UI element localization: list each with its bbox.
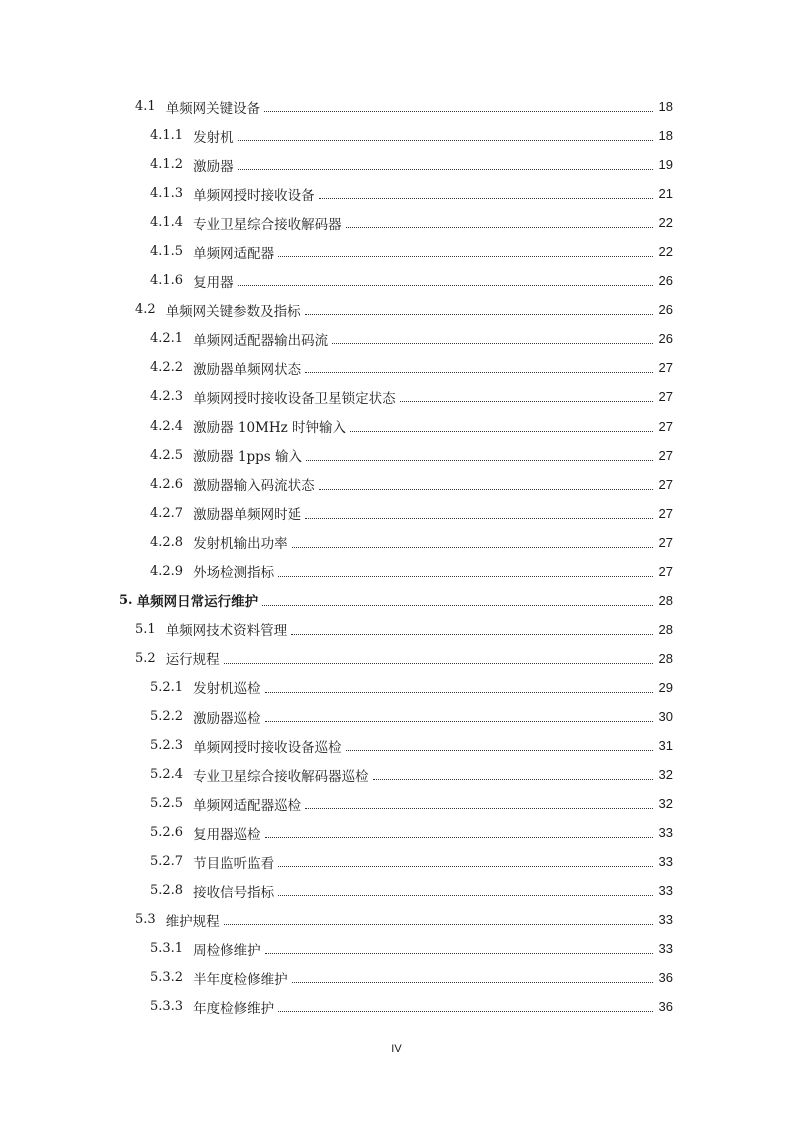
dot-leader	[292, 982, 653, 983]
toc-entry-number: 4.2.5	[150, 447, 184, 463]
toc-entry-number: 4.1.5	[150, 244, 184, 260]
toc-entry-page: 30	[658, 709, 673, 724]
toc-entry-number: 5.3	[135, 912, 156, 928]
toc-entry-title: 激励器 10MHz 时钟输入	[193, 420, 347, 437]
toc-entry-number: 4.2.1	[150, 331, 184, 347]
toc-entry[interactable]	[0, 876, 793, 905]
toc-entry-number: 5.	[119, 592, 133, 608]
toc-entry[interactable]	[0, 121, 793, 150]
toc-entry[interactable]	[0, 499, 793, 528]
dot-leader	[224, 924, 653, 925]
toc-entry-title: 接收信号指标	[193, 884, 275, 901]
toc-entry-page: 28	[658, 592, 673, 608]
toc-entry[interactable]	[0, 92, 793, 121]
toc-entry[interactable]	[0, 324, 793, 353]
toc-entry[interactable]	[0, 266, 793, 295]
toc-entry[interactable]	[0, 150, 793, 179]
toc-entry-title: 专业卫星综合接收解码器	[193, 216, 342, 233]
toc-entry-number: 5.2.1	[150, 679, 184, 695]
toc-entry-number: 4.1.1	[150, 128, 184, 144]
toc-entry-title: 激励器单频网时延	[193, 507, 302, 524]
toc-entry-page: 27	[658, 563, 673, 579]
toc-entry-page: 21	[658, 186, 673, 202]
toc-entry-number: 4.2.9	[150, 563, 184, 579]
toc-entry[interactable]	[0, 760, 793, 789]
toc-entry-title: 激励器单频网状态	[193, 361, 302, 378]
toc-entry-title: 激励器 1pps 输入	[193, 449, 302, 466]
toc-entry-page: 32	[658, 796, 673, 812]
toc-entry-page: 22	[658, 215, 673, 231]
dot-leader	[332, 343, 653, 344]
toc-entry-page: 33	[658, 912, 673, 928]
toc-entry-page: 27	[658, 389, 673, 405]
toc-entry[interactable]	[0, 818, 793, 847]
dot-leader	[265, 953, 653, 954]
toc-entry[interactable]	[0, 963, 793, 992]
toc-entry-title: 单频网授时接收设备	[193, 187, 315, 204]
toc-entry-title: 运行规程	[165, 652, 220, 669]
toc-entry[interactable]	[0, 731, 793, 760]
toc-entry-number: 4.1	[135, 99, 156, 115]
toc-entry-number: 4.1.2	[150, 157, 184, 173]
dot-leader	[291, 634, 653, 635]
dot-leader	[373, 779, 653, 780]
toc-entry-title: 维护规程	[165, 913, 220, 930]
toc-entry-number: 4.1.3	[150, 186, 184, 202]
toc-entry-title: 发射机	[193, 129, 234, 146]
dot-leader	[262, 605, 653, 606]
toc-entry-page: 22	[658, 244, 673, 260]
toc-entry-title: 激励器输入码流状态	[193, 478, 315, 495]
dot-leader	[265, 837, 653, 838]
dot-leader	[265, 721, 653, 722]
toc-entry-page: 18	[658, 128, 673, 144]
dot-leader	[305, 518, 653, 519]
toc-entry-number: 5.2.7	[150, 854, 184, 870]
toc-entry[interactable]	[0, 470, 793, 499]
table-of-contents	[0, 92, 793, 1022]
toc-entry-number: 5.2.4	[150, 767, 184, 783]
toc-entry[interactable]	[0, 905, 793, 934]
toc-entry[interactable]	[0, 382, 793, 411]
dot-leader	[278, 895, 653, 896]
toc-entry[interactable]	[0, 441, 793, 470]
toc-entry-title: 半年度检修维护	[193, 971, 288, 988]
toc-entry-number: 5.2.6	[150, 825, 184, 841]
toc-entry-page: 27	[658, 360, 673, 376]
toc-entry-page: 28	[658, 621, 673, 637]
toc-entry-page: 27	[658, 476, 673, 492]
toc-entry[interactable]	[0, 702, 793, 731]
toc-entry-page: 33	[658, 854, 673, 870]
toc-entry-title: 单频网关键设备	[165, 100, 261, 117]
dot-leader	[346, 227, 653, 228]
toc-entry-number: 5.1	[135, 621, 156, 637]
toc-entry[interactable]	[0, 528, 793, 557]
dot-leader	[278, 256, 653, 257]
toc-entry-title: 节目监听监看	[193, 855, 275, 872]
toc-entry-number: 4.2	[135, 302, 156, 318]
toc-entry-page: 33	[658, 825, 673, 841]
dot-leader	[346, 750, 653, 751]
toc-entry-number: 4.1.4	[150, 215, 184, 231]
dot-leader	[292, 547, 653, 548]
dot-leader	[305, 808, 653, 809]
dot-leader	[319, 198, 653, 199]
toc-entry-title: 复用器	[193, 274, 234, 291]
toc-entry[interactable]	[0, 615, 793, 644]
toc-entry[interactable]	[0, 789, 793, 818]
dot-leader	[224, 663, 653, 664]
dot-leader	[319, 489, 653, 490]
toc-entry-title: 单频网技术资料管理	[165, 623, 288, 640]
toc-entry-title: 单频网适配器	[193, 245, 275, 262]
toc-entry-title: 周检修维护	[193, 942, 261, 959]
toc-entry-page: 36	[658, 999, 673, 1015]
toc-entry-title: 发射机输出功率	[193, 536, 288, 553]
toc-entry-number: 4.2.8	[150, 534, 184, 550]
dot-leader	[400, 401, 653, 402]
toc-entry-title: 单频网授时接收设备卫星锁定状态	[193, 390, 396, 407]
toc-entry[interactable]	[0, 934, 793, 963]
toc-entry-page: 18	[658, 99, 673, 115]
toc-entry-number: 4.2.4	[150, 418, 184, 434]
toc-entry-number: 4.1.6	[150, 273, 184, 289]
dot-leader	[238, 285, 653, 286]
dot-leader	[238, 140, 653, 141]
dot-leader	[278, 576, 653, 577]
toc-entry-title: 专业卫星综合接收解码器巡检	[193, 768, 369, 785]
toc-entry[interactable]	[0, 179, 793, 208]
dot-leader	[305, 314, 653, 315]
toc-entry-title: 外场检测指标	[193, 565, 275, 582]
toc-entry-number: 5.2.8	[150, 883, 184, 899]
toc-entry[interactable]	[0, 847, 793, 876]
toc-entry-title: 发射机巡检	[193, 681, 261, 698]
toc-entry-number: 5.2.2	[150, 709, 184, 724]
toc-entry[interactable]	[0, 557, 793, 586]
toc-entry-number: 4.2.2	[150, 360, 184, 376]
toc-entry[interactable]	[0, 295, 793, 324]
toc-entry-page: 26	[658, 331, 673, 347]
toc-entry-number: 5.3.1	[150, 941, 184, 957]
toc-entry-page: 27	[658, 418, 673, 434]
toc-entry[interactable]	[0, 208, 793, 237]
toc-entry-title: 激励器巡检	[193, 710, 261, 727]
toc-entry-page: 26	[658, 302, 673, 318]
toc-entry-page: 36	[658, 970, 673, 986]
dot-leader	[305, 372, 653, 373]
toc-entry-number: 5.2.3	[150, 738, 184, 754]
toc-entry-number: 4.2.3	[150, 389, 184, 405]
dot-leader	[278, 866, 653, 867]
dot-leader	[238, 169, 653, 170]
dot-leader	[278, 1011, 653, 1012]
toc-entry-title: 单频网授时接收设备巡检	[193, 739, 342, 756]
toc-entry[interactable]	[0, 237, 793, 266]
toc-entry-page: 19	[658, 157, 673, 173]
toc-entry-page: 32	[658, 767, 673, 783]
toc-entry-title: 单频网日常运行维护	[136, 594, 259, 611]
dot-leader	[306, 460, 653, 461]
dot-leader	[350, 431, 653, 432]
toc-entry-title: 单频网适配器输出码流	[193, 332, 329, 349]
dot-leader	[264, 111, 653, 112]
toc-entry-page: 33	[658, 883, 673, 899]
toc-entry[interactable]	[0, 644, 793, 673]
toc-entry-number: 5.2	[135, 650, 156, 666]
toc-entry-page: 31	[658, 738, 673, 754]
toc-entry-page: 26	[658, 273, 673, 289]
toc-entry-number: 5.2.5	[150, 796, 184, 812]
toc-entry[interactable]	[0, 586, 793, 615]
toc-entry-number: 5.3.3	[150, 999, 184, 1015]
toc-entry-page: 28	[658, 650, 673, 666]
toc-entry-page: 27	[658, 447, 673, 463]
toc-entry-page: 29	[658, 679, 673, 695]
toc-entry-title: 单频网关键参数及指标	[165, 303, 301, 320]
toc-entry-page: 27	[658, 534, 673, 550]
toc-entry-page: 27	[658, 505, 673, 521]
toc-entry-number: 5.3.2	[150, 970, 184, 986]
toc-entry-title: 单频网适配器巡检	[193, 797, 302, 814]
toc-entry[interactable]	[0, 673, 793, 702]
toc-entry-number: 4.2.6	[150, 476, 184, 492]
toc-entry-title: 年度检修维护	[193, 1000, 275, 1017]
toc-entry-page: 33	[658, 941, 673, 957]
page-number-footer: IV	[391, 1043, 402, 1055]
dot-leader	[265, 692, 653, 693]
toc-entry-number: 4.2.7	[150, 505, 184, 521]
toc-entry-title: 复用器巡检	[193, 826, 261, 843]
toc-entry[interactable]	[0, 412, 793, 441]
toc-entry[interactable]	[0, 353, 793, 382]
toc-entry[interactable]	[0, 992, 793, 1021]
toc-entry-title: 激励器	[193, 158, 234, 175]
